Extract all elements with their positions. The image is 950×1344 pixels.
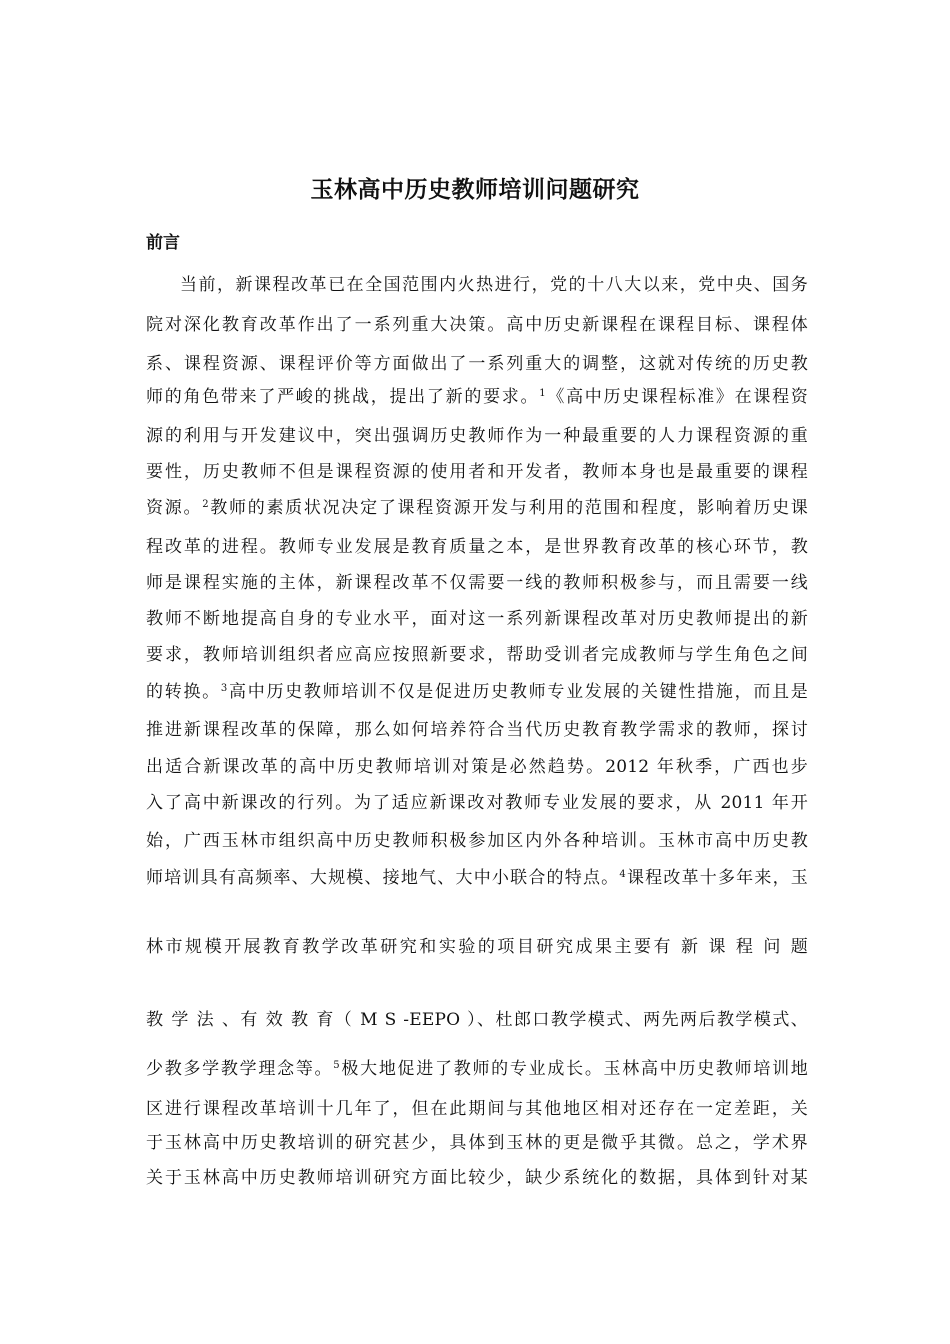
paragraph-line (146, 350, 808, 378)
line-text: 出适合新课改革的高中历史教师培训对策是必然趋势。2012 年秋季，广西也步 (146, 757, 808, 777)
paragraph-line (146, 827, 808, 855)
paragraph-line (146, 1164, 808, 1192)
line-text: 师是课程实施的主体，新课程改革不仅需要一线的教师积极参与，而且需要一线 (146, 573, 808, 593)
footnote-marker: 4 (619, 869, 626, 880)
line-text: 教师的素质状况决定了课程资源开发与利用的范围和程度，影响着历史课 (208, 498, 808, 518)
paragraph-line (146, 678, 808, 706)
line-text: 师的角色带来了严峻的挑战，提出了新的要求。 (146, 387, 540, 407)
line-text: 始，广西玉林市组织高中历史教师积极参加区内外各种培训。玉林市高中历史教 (146, 831, 808, 851)
line-text: 于玉林高中历史教培训的研究甚少，具体到玉林的更是微乎其微。总之，学术界 (146, 1133, 808, 1153)
line-text: 要性，历史教师不但是课程资源的使用者和开发者，教师本身也是最重要的课程 (146, 462, 808, 482)
paragraph-line (146, 1006, 808, 1034)
line-text: 高中历史教师培训不仅是促进历史教师专业发展的关键性措施，而且是 (227, 682, 808, 702)
paragraph-line (146, 494, 808, 522)
line-text: 要求，教师培训组织者应高应按照新要求，帮助受训者完成教师与学生角色之间 (146, 645, 808, 665)
paragraph-line (146, 864, 808, 892)
paragraph-line (146, 1055, 808, 1083)
footnote-marker: 2 (202, 499, 209, 510)
line-text: 入了高中新课改的行列。为了适应新课改对教师专业发展的要求，从 2011 年开 (146, 793, 808, 813)
paragraph-line (146, 605, 808, 633)
paragraph-line (146, 569, 808, 597)
line-text: 课程改革十多年来，玉 (625, 868, 809, 888)
paragraph-line (146, 789, 808, 817)
footnote-marker: 5 (333, 1060, 340, 1071)
paragraph-line (146, 458, 808, 486)
paragraph-line (146, 1129, 808, 1157)
line-text: 院对深化教育改革作出了一系列重大决策。高中历史新课程在课程目标、课程体 (146, 315, 808, 335)
line-text: 区进行课程改革培训十几年了，但在此期间与其他地区相对还存在一定差距，关 (146, 1099, 808, 1119)
line-text: 少教多学教学理念等。 (146, 1059, 334, 1079)
footnote-marker: 3 (220, 683, 228, 694)
document-title: 玉林高中历史教师培训问题研究 (310, 177, 640, 203)
line-text: 源的利用与开发建议中，突出强调历史教师作为一种最重要的人力课程资源的重 (146, 426, 808, 446)
paragraph-line (146, 716, 808, 744)
paragraph-line (146, 933, 808, 961)
paragraph-line (180, 271, 808, 299)
paragraph-line (146, 311, 808, 339)
line-text: 推进新课程改革的保障，那么如何培养符合当代历史教育教学需求的教师，探讨 (146, 720, 808, 740)
line-text: 当前，新课程改革已在全国范围内火热进行，党的十八大以来，党中央、国务 (180, 275, 808, 295)
line-text: 关于玉林高中历史教师培训研究方面比较少，缺少系统化的数据，具体到针对某 (146, 1168, 808, 1188)
line-text: 教 学 法 、有 效 教 育（ M S -EEPO ）、杜郎口教学模式、两先两后教学模式、 (146, 1010, 808, 1030)
paragraph-line (146, 422, 808, 450)
line-text: 教师不断地提高自身的专业水平，面对这一系列新课程改革对历史教师提出的新 (146, 609, 808, 629)
line-text: 林市规模开展教育教学改革研究和实验的项目研究成果主要有 新 课 程 问 题 (146, 937, 808, 957)
paragraph-line (146, 533, 808, 561)
line-text: 资源。 (146, 498, 203, 518)
line-text: 程改革的进程。教师专业发展是教育质量之本，是世界教育改革的核心环节，教 (146, 537, 808, 557)
paragraph-line (146, 641, 808, 669)
line-text: 师培训具有高频率、大规模、接地气、大中小联合的特点。 (146, 868, 620, 888)
paragraph-line (146, 753, 808, 781)
line-text: 《高中历史课程标准》在课程资 (545, 387, 808, 407)
footnote-marker: 1 (539, 388, 546, 399)
paragraph-line (146, 1095, 808, 1123)
section-heading: 前言 (146, 233, 180, 253)
line-text: 的转换。 (146, 682, 221, 702)
paragraph-line (146, 383, 808, 411)
line-text: 系、课程资源、课程评价等方面做出了一系列重大的调整，这就对传统的历史教 (146, 354, 808, 374)
line-text: 极大地促进了教师的专业成长。玉林高中历史教师培训地 (339, 1059, 809, 1079)
